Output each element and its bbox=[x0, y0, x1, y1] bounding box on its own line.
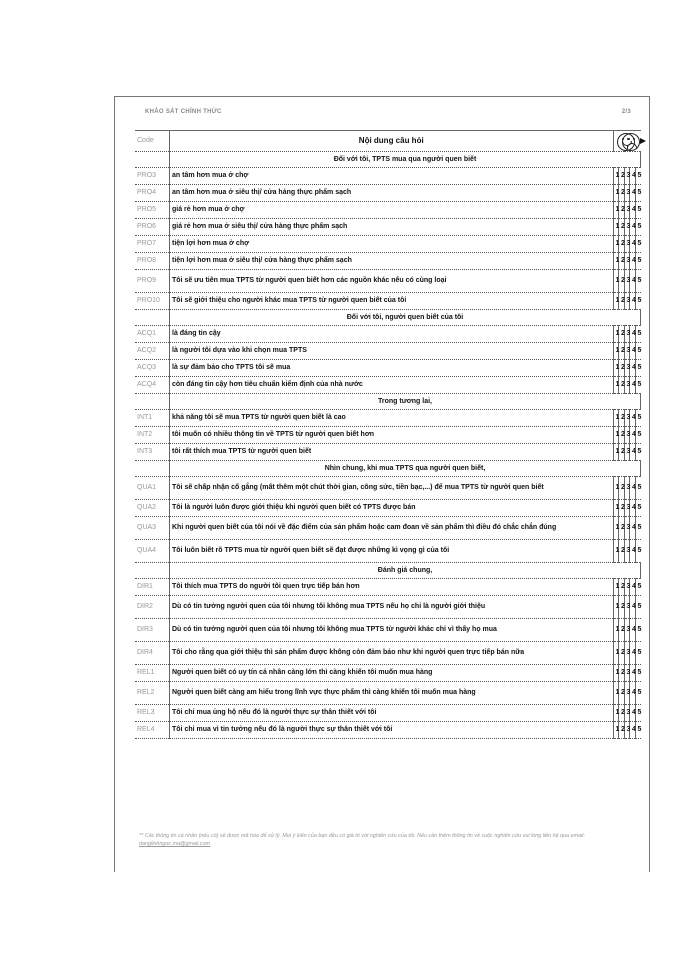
question-code: QUA4 bbox=[135, 540, 170, 563]
rating-option-3[interactable]: 3 bbox=[624, 619, 630, 642]
question-text: còn đáng tin cậy hơn tiêu chuẩn kiểm định của nhà nước bbox=[170, 377, 614, 394]
rating-option-4[interactable]: 4 bbox=[630, 642, 636, 665]
question-text: Tôi sẽ chấp nhận cố gắng (mất thêm một chút thời gian, công sức, tiền bạc,...) để mua TPTS từ người quen biết bbox=[170, 477, 614, 500]
rating-option-3[interactable]: 3 bbox=[624, 326, 630, 343]
page-header bbox=[145, 109, 631, 115]
rating-option-2[interactable]: 2 bbox=[619, 236, 625, 253]
question-text: Dù có tin tưởng người quen của tôi nhưng tôi không mua TPTS nếu họ chỉ là người giới thiệu bbox=[170, 596, 614, 619]
section-code-cell bbox=[135, 152, 170, 168]
question-row bbox=[135, 500, 641, 517]
rating-option-2[interactable]: 2 bbox=[619, 360, 625, 377]
rating-option-5[interactable]: 5 bbox=[635, 326, 641, 343]
rating-option-5[interactable]: 5 bbox=[635, 682, 641, 705]
rating-option-2[interactable]: 2 bbox=[619, 410, 625, 427]
rating-option-4[interactable]: 4 bbox=[630, 253, 636, 270]
rating-option-1[interactable]: 1 bbox=[613, 410, 619, 427]
content-header: Nội dung câu hỏi bbox=[170, 131, 614, 152]
question-text: giá rẻ hơn mua ở siêu thị/ cửa hàng thực phẩm sạch bbox=[170, 219, 614, 236]
question-row bbox=[135, 293, 641, 310]
question-code: PRO8 bbox=[135, 253, 170, 270]
question-code: INT1 bbox=[135, 410, 170, 427]
section-row bbox=[135, 394, 641, 410]
question-row bbox=[135, 682, 641, 705]
question-text: an tâm hơn mua ở chợ bbox=[170, 168, 614, 185]
question-code: PRO9 bbox=[135, 270, 170, 293]
survey-table bbox=[135, 130, 641, 739]
question-row bbox=[135, 540, 641, 563]
rating-option-4[interactable]: 4 bbox=[630, 326, 636, 343]
rating-option-2[interactable]: 2 bbox=[619, 444, 625, 461]
question-text: là người tôi dựa vào khi chọn mua TPTS bbox=[170, 343, 614, 360]
question-row bbox=[135, 185, 641, 202]
rating-option-3[interactable]: 3 bbox=[624, 219, 630, 236]
rating-option-4[interactable]: 4 bbox=[630, 185, 636, 202]
rating-option-3[interactable]: 3 bbox=[624, 444, 630, 461]
section-title: Trong tương lai, bbox=[170, 394, 641, 410]
question-row bbox=[135, 270, 641, 293]
question-text: Tôi cho rằng qua giới thiệu thì sản phẩm được không còn đảm bảo như khi người quen trực tiếp bán nữa bbox=[170, 642, 614, 665]
rating-option-4[interactable]: 4 bbox=[630, 665, 636, 682]
rating-option-3[interactable]: 3 bbox=[624, 517, 630, 540]
happy-face-icon bbox=[617, 133, 635, 151]
question-text: Tôi luôn biết rõ TPTS mua từ người quen biết sẽ đạt được những kì vọng gì của tôi bbox=[170, 540, 614, 563]
rating-option-1[interactable]: 1 bbox=[613, 642, 619, 665]
question-code: REL4 bbox=[135, 722, 170, 739]
rating-option-3[interactable]: 3 bbox=[624, 427, 630, 444]
question-text: Tôi thích mua TPTS do người tôi quen trực tiếp bán hơn bbox=[170, 579, 614, 596]
question-code: QUA1 bbox=[135, 477, 170, 500]
question-code: REL2 bbox=[135, 682, 170, 705]
section-title: Đối với tôi, người quen biết của tôi bbox=[170, 310, 641, 326]
rating-option-3[interactable]: 3 bbox=[624, 253, 630, 270]
rating-option-4[interactable]: 4 bbox=[630, 236, 636, 253]
question-code: ACQ3 bbox=[135, 360, 170, 377]
rating-option-2[interactable]: 2 bbox=[619, 202, 625, 219]
rating-option-5[interactable]: 5 bbox=[635, 360, 641, 377]
rating-option-1[interactable]: 1 bbox=[613, 477, 619, 500]
footer-note bbox=[139, 832, 619, 848]
rating-option-1[interactable]: 1 bbox=[613, 596, 619, 619]
rating-option-1[interactable]: 1 bbox=[613, 202, 619, 219]
rating-option-1[interactable]: 1 bbox=[613, 253, 619, 270]
rating-option-2[interactable]: 2 bbox=[619, 477, 625, 500]
question-row bbox=[135, 343, 641, 360]
question-row bbox=[135, 705, 641, 722]
rating-option-2[interactable]: 2 bbox=[619, 682, 625, 705]
question-row bbox=[135, 236, 641, 253]
question-code: ACQ2 bbox=[135, 343, 170, 360]
rating-option-5[interactable]: 5 bbox=[635, 540, 641, 563]
rating-option-1[interactable]: 1 bbox=[613, 500, 619, 517]
rating-option-2[interactable]: 2 bbox=[619, 579, 625, 596]
question-text: là đáng tin cậy bbox=[170, 326, 614, 343]
rating-option-4[interactable]: 4 bbox=[630, 360, 636, 377]
rating-option-5[interactable]: 5 bbox=[635, 202, 641, 219]
rating-option-1[interactable]: 1 bbox=[613, 517, 619, 540]
question-code: ACQ4 bbox=[135, 377, 170, 394]
rating-option-4[interactable]: 4 bbox=[630, 219, 636, 236]
question-code: INT2 bbox=[135, 427, 170, 444]
rating-option-2[interactable]: 2 bbox=[619, 665, 625, 682]
rating-option-5[interactable]: 5 bbox=[635, 168, 641, 185]
question-row bbox=[135, 168, 641, 185]
question-text: Tôi là người luôn được giới thiệu khi người quen biết có TPTS được bán bbox=[170, 500, 614, 517]
rating-option-1[interactable]: 1 bbox=[613, 665, 619, 682]
rating-option-4[interactable]: 4 bbox=[630, 540, 636, 563]
question-code: PRO4 bbox=[135, 185, 170, 202]
rating-option-5[interactable]: 5 bbox=[635, 517, 641, 540]
question-row bbox=[135, 722, 641, 739]
rating-option-5[interactable]: 5 bbox=[635, 596, 641, 619]
rating-option-3[interactable]: 3 bbox=[624, 185, 630, 202]
rating-option-3[interactable]: 3 bbox=[624, 377, 630, 394]
question-text: Khi người quen biết của tôi nói về đặc điểm của sản phẩm hoặc cam đoan về sản phẩm thì điều đó chắc chắn đúng bbox=[170, 517, 614, 540]
rating-option-2[interactable]: 2 bbox=[619, 722, 625, 739]
rating-option-4[interactable]: 4 bbox=[630, 270, 636, 293]
rating-option-4[interactable]: 4 bbox=[630, 410, 636, 427]
rating-option-3[interactable]: 3 bbox=[624, 500, 630, 517]
question-row bbox=[135, 427, 641, 444]
rating-option-1[interactable]: 1 bbox=[613, 270, 619, 293]
rating-option-2[interactable]: 2 bbox=[619, 343, 625, 360]
rating-option-2[interactable]: 2 bbox=[619, 500, 625, 517]
rating-option-1[interactable]: 1 bbox=[613, 168, 619, 185]
rating-option-3[interactable]: 3 bbox=[624, 722, 630, 739]
section-code-cell bbox=[135, 563, 170, 579]
question-code: QUA3 bbox=[135, 517, 170, 540]
question-code: DIR4 bbox=[135, 642, 170, 665]
rating-option-4[interactable]: 4 bbox=[630, 377, 636, 394]
section-row bbox=[135, 461, 641, 477]
question-text: giá rẻ hơn mua ở chợ bbox=[170, 202, 614, 219]
rating-option-3[interactable]: 3 bbox=[624, 579, 630, 596]
rating-option-5[interactable]: 5 bbox=[635, 236, 641, 253]
rating-option-1[interactable]: 1 bbox=[613, 360, 619, 377]
rating-option-2[interactable]: 2 bbox=[619, 596, 625, 619]
rating-option-2[interactable]: 2 bbox=[619, 427, 625, 444]
question-code: DIR3 bbox=[135, 619, 170, 642]
question-row bbox=[135, 377, 641, 394]
question-code: DIR2 bbox=[135, 596, 170, 619]
rating-option-1[interactable]: 1 bbox=[613, 343, 619, 360]
survey-title: KHẢO SÁT CHÍNH THỨC bbox=[145, 109, 222, 115]
question-text: Tôi chỉ mua vì tin tưởng nếu đó là người thực sự thân thiết với tôi bbox=[170, 722, 614, 739]
rating-option-5[interactable]: 5 bbox=[635, 642, 641, 665]
question-code: PRO10 bbox=[135, 293, 170, 310]
rating-option-4[interactable]: 4 bbox=[630, 722, 636, 739]
rating-option-1[interactable]: 1 bbox=[613, 579, 619, 596]
question-row bbox=[135, 579, 641, 596]
rating-option-3[interactable]: 3 bbox=[624, 410, 630, 427]
rating-option-4[interactable]: 4 bbox=[630, 579, 636, 596]
rating-option-1[interactable]: 1 bbox=[613, 444, 619, 461]
rating-option-4[interactable]: 4 bbox=[630, 202, 636, 219]
question-text: tôi muốn có nhiều thông tin về TPTS từ người quen biết hơn bbox=[170, 427, 614, 444]
question-code: REL3 bbox=[135, 705, 170, 722]
rating-option-3[interactable]: 3 bbox=[624, 236, 630, 253]
rating-option-5[interactable]: 5 bbox=[635, 665, 641, 682]
rating-option-3[interactable]: 3 bbox=[624, 540, 630, 563]
question-text: tiện lợi hơn mua ở chợ bbox=[170, 236, 614, 253]
question-text: Tôi sẽ ưu tiên mua TPTS từ người quen biết hơn các nguồn khác nếu có cùng loại bbox=[170, 270, 614, 293]
rating-option-1[interactable]: 1 bbox=[613, 219, 619, 236]
rating-option-4[interactable]: 4 bbox=[630, 427, 636, 444]
rating-option-1[interactable]: 1 bbox=[613, 185, 619, 202]
rating-option-5[interactable]: 5 bbox=[635, 619, 641, 642]
rating-option-4[interactable]: 4 bbox=[630, 517, 636, 540]
table-header-row bbox=[135, 131, 641, 152]
rating-option-2[interactable]: 2 bbox=[619, 377, 625, 394]
section-title: Đối với tôi, TPTS mua qua người quen biết bbox=[170, 152, 641, 168]
rating-option-2[interactable]: 2 bbox=[619, 642, 625, 665]
rating-option-3[interactable]: 3 bbox=[624, 202, 630, 219]
question-row bbox=[135, 596, 641, 619]
section-code-cell bbox=[135, 461, 170, 477]
question-row bbox=[135, 444, 641, 461]
question-code: QUA2 bbox=[135, 500, 170, 517]
rating-option-2[interactable]: 2 bbox=[619, 326, 625, 343]
question-row bbox=[135, 360, 641, 377]
rating-option-2[interactable]: 2 bbox=[619, 619, 625, 642]
question-code: PRO3 bbox=[135, 168, 170, 185]
rating-option-5[interactable]: 5 bbox=[635, 705, 641, 722]
question-text: khả năng tôi sẽ mua TPTS từ người quen biết là cao bbox=[170, 410, 614, 427]
question-text: an tâm hơn mua ở siêu thị/ cửa hàng thực phẩm sạch bbox=[170, 185, 614, 202]
question-row bbox=[135, 253, 641, 270]
page-number: 2/3 bbox=[621, 109, 631, 115]
rating-option-1[interactable]: 1 bbox=[613, 326, 619, 343]
rating-option-2[interactable]: 2 bbox=[619, 168, 625, 185]
rating-option-1[interactable]: 1 bbox=[613, 619, 619, 642]
rating-option-1[interactable]: 1 bbox=[613, 540, 619, 563]
rating-option-1[interactable]: 1 bbox=[613, 377, 619, 394]
rating-option-5[interactable]: 5 bbox=[635, 377, 641, 394]
rating-option-1[interactable]: 1 bbox=[613, 293, 619, 310]
rating-option-5[interactable]: 5 bbox=[635, 477, 641, 500]
rating-option-2[interactable]: 2 bbox=[619, 185, 625, 202]
rating-option-4[interactable]: 4 bbox=[630, 343, 636, 360]
rating-option-3[interactable]: 3 bbox=[624, 705, 630, 722]
rating-option-4[interactable]: 4 bbox=[630, 293, 636, 310]
section-row bbox=[135, 310, 641, 326]
rating-option-3[interactable]: 3 bbox=[624, 168, 630, 185]
rating-option-3[interactable]: 3 bbox=[624, 293, 630, 310]
question-text: Người quen biết có uy tín cá nhân càng lớn thì càng khiến tôi muốn mua hàng bbox=[170, 665, 614, 682]
question-code: PRO7 bbox=[135, 236, 170, 253]
question-text: Tôi sẽ giới thiệu cho người khác mua TPTS từ người quen biết của tôi bbox=[170, 293, 614, 310]
rating-option-4[interactable]: 4 bbox=[630, 477, 636, 500]
question-row bbox=[135, 326, 641, 343]
rating-option-5[interactable]: 5 bbox=[635, 427, 641, 444]
section-title: Nhìn chung, khi mua TPTS qua người quen biết, bbox=[170, 461, 641, 477]
rating-option-4[interactable]: 4 bbox=[630, 168, 636, 185]
rating-option-2[interactable]: 2 bbox=[619, 540, 625, 563]
question-code: PRO6 bbox=[135, 219, 170, 236]
question-row bbox=[135, 202, 641, 219]
section-row bbox=[135, 152, 641, 168]
section-code-cell bbox=[135, 394, 170, 410]
question-text: tiện lợi hơn mua ở siêu thị/ cửa hàng thực phẩm sạch bbox=[170, 253, 614, 270]
rating-option-2[interactable]: 2 bbox=[619, 705, 625, 722]
question-code: DIR1 bbox=[135, 579, 170, 596]
survey-page bbox=[114, 96, 650, 872]
question-row bbox=[135, 642, 641, 665]
question-code: ACQ1 bbox=[135, 326, 170, 343]
rating-option-2[interactable]: 2 bbox=[619, 517, 625, 540]
contact-email[interactable]: danglinhngoc.ma@gmail.com bbox=[139, 841, 211, 847]
section-code-cell bbox=[135, 310, 170, 326]
question-text: là sự đảm bảo cho TPTS tôi sẽ mua bbox=[170, 360, 614, 377]
rating-option-5[interactable]: 5 bbox=[635, 722, 641, 739]
rating-option-4[interactable]: 4 bbox=[630, 596, 636, 619]
question-text: Dù có tin tưởng người quen của tôi nhưng tôi không mua TPTS từ người khác chỉ vì thấy họ mua bbox=[170, 619, 614, 642]
question-row bbox=[135, 477, 641, 500]
rating-option-4[interactable]: 4 bbox=[630, 500, 636, 517]
rating-option-5[interactable]: 5 bbox=[635, 343, 641, 360]
question-text: tôi rất thích mua TPTS từ người quen biết bbox=[170, 444, 614, 461]
rating-option-3[interactable]: 3 bbox=[624, 270, 630, 293]
question-row bbox=[135, 665, 641, 682]
rating-option-1[interactable]: 1 bbox=[613, 682, 619, 705]
question-row bbox=[135, 410, 641, 427]
rating-option-4[interactable]: 4 bbox=[630, 705, 636, 722]
rating-option-5[interactable]: 5 bbox=[635, 444, 641, 461]
code-header: Code bbox=[135, 131, 170, 152]
rating-option-2[interactable]: 2 bbox=[619, 219, 625, 236]
question-row bbox=[135, 619, 641, 642]
rating-option-2[interactable]: 2 bbox=[619, 270, 625, 293]
question-row bbox=[135, 517, 641, 540]
section-row bbox=[135, 563, 641, 579]
question-text: Người quen biết càng am hiểu trong lĩnh vực thực phẩm thì càng khiến tôi muốn mua hàng bbox=[170, 682, 614, 705]
rating-option-3[interactable]: 3 bbox=[624, 343, 630, 360]
rating-option-5[interactable]: 5 bbox=[635, 270, 641, 293]
rating-option-3[interactable]: 3 bbox=[624, 596, 630, 619]
question-code: INT3 bbox=[135, 444, 170, 461]
rating-option-5[interactable]: 5 bbox=[635, 500, 641, 517]
rating-option-1[interactable]: 1 bbox=[613, 236, 619, 253]
rating-option-2[interactable]: 2 bbox=[619, 293, 625, 310]
rating-option-3[interactable]: 3 bbox=[624, 642, 630, 665]
rating-option-5[interactable]: 5 bbox=[635, 410, 641, 427]
rating-option-3[interactable]: 3 bbox=[624, 665, 630, 682]
rating-option-4[interactable]: 4 bbox=[630, 444, 636, 461]
rating-option-3[interactable]: 3 bbox=[624, 360, 630, 377]
rating-option-5[interactable]: 5 bbox=[635, 253, 641, 270]
rating-option-4[interactable]: 4 bbox=[630, 682, 636, 705]
rating-scale-header bbox=[613, 131, 641, 152]
section-title: Đánh giá chung, bbox=[170, 563, 641, 579]
question-row bbox=[135, 219, 641, 236]
rating-option-1[interactable]: 1 bbox=[613, 705, 619, 722]
rating-option-1[interactable]: 1 bbox=[613, 722, 619, 739]
rating-option-3[interactable]: 3 bbox=[624, 477, 630, 500]
rating-option-3[interactable]: 3 bbox=[624, 682, 630, 705]
rating-option-4[interactable]: 4 bbox=[630, 619, 636, 642]
rating-option-5[interactable]: 5 bbox=[635, 185, 641, 202]
footer-text: ** Các thông tin cá nhân (nếu có) sẽ được mã hóa để xử lý. Mọi ý kiến của bạn đều có giá trị với nghiên cứu của tôi. Nếu cần thêm thông tin về cuộc nghiên cứu vui lòng liên hệ qua email: bbox=[139, 833, 585, 839]
question-code: REL1 bbox=[135, 665, 170, 682]
rating-option-5[interactable]: 5 bbox=[635, 219, 641, 236]
question-text: Tôi chỉ mua ủng hộ nếu đó là người thực sự thân thiết với tôi bbox=[170, 705, 614, 722]
question-code: PRO5 bbox=[135, 202, 170, 219]
rating-option-5[interactable]: 5 bbox=[635, 293, 641, 310]
rating-option-2[interactable]: 2 bbox=[619, 253, 625, 270]
rating-option-5[interactable]: 5 bbox=[635, 579, 641, 596]
rating-option-1[interactable]: 1 bbox=[613, 427, 619, 444]
